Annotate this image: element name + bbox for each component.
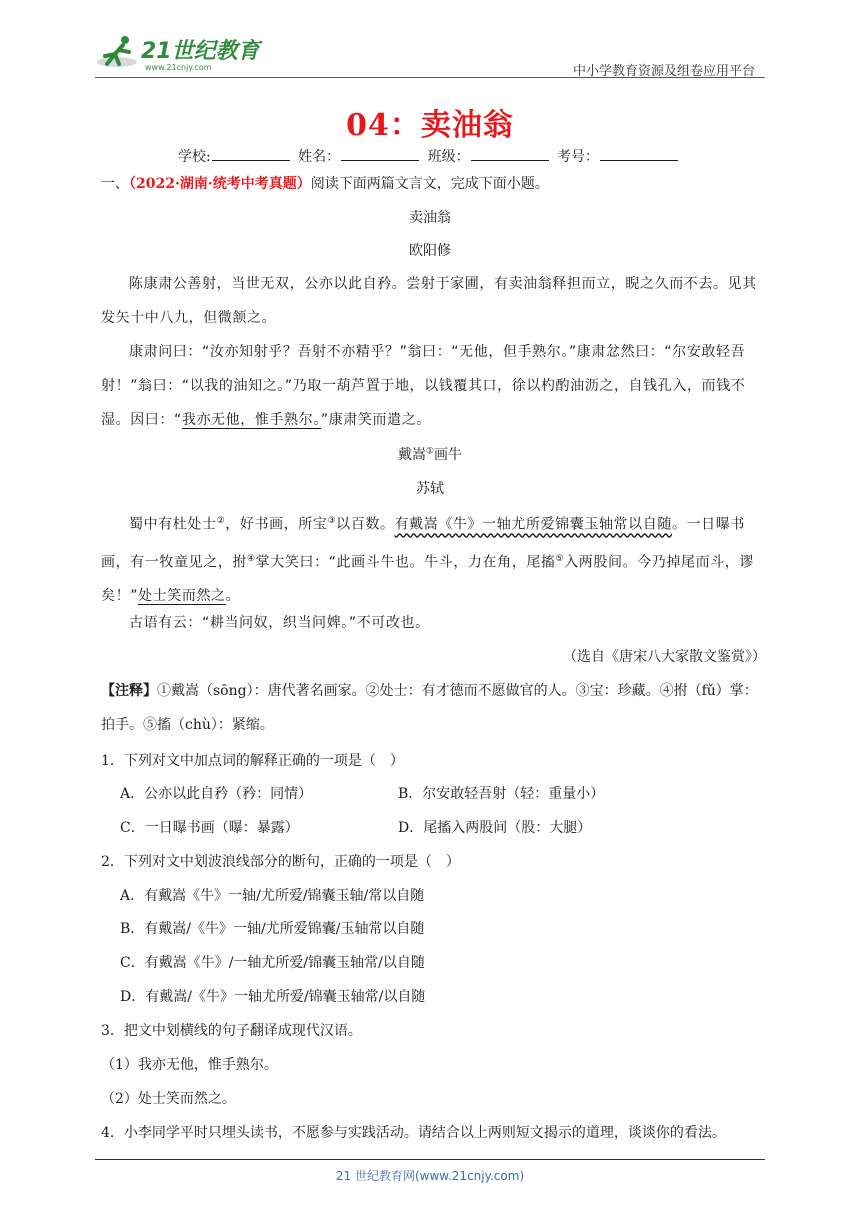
p-text: 以百数。 <box>336 516 395 533</box>
note-mark: ③ <box>327 516 337 526</box>
p-text: 入两股间。今乃掉尾而斗，谬矣！” <box>101 554 755 605</box>
question-3-stem: 3．把文中划横线的句子翻译成现代汉语。 <box>101 1023 362 1039</box>
wavy-underlined-phrase: 有戴嵩《牛》一轴尤所爱锦囊玉轴常以自随 <box>394 516 672 533</box>
notes-label: 【注释】 <box>101 683 157 699</box>
question-intro <box>101 173 549 193</box>
page-header <box>95 30 763 78</box>
exam-no-label: 考号： <box>557 149 600 165</box>
passage2-title-tail: 画牛 <box>434 447 463 463</box>
q2-option-d[interactable]: D．有戴嵩/《牛》一轴尤所爱/锦囊玉轴常/以自随 <box>120 989 426 1005</box>
q2-option-a[interactable]: A．有戴嵩《牛》一轴/尤所爱/锦囊玉轴/常以自随 <box>120 888 425 904</box>
name-label: 姓名： <box>298 149 341 165</box>
q2-option-c[interactable]: C．有戴嵩《牛》/一轴尤所爱/锦囊玉轴常/以自随 <box>120 955 425 971</box>
question-2-stem: 2．下列对文中划波浪线部分的断句，正确的一项是（ ） <box>101 854 460 870</box>
p-text: 掌大笑曰：“此画斗牛也。牛斗，力在角，尾搐 <box>255 554 556 571</box>
p2-text-a: 康肃问曰：“汝亦知射乎？吾射不亦精乎？”翁曰：“无他，但手熟尔。”康肃忿然曰：“尔安敢轻吾射！”翁曰：“以我的油知之。”乃取一葫芦置于地，以钱覆其口，徐以杓酌油沥之，自钱孔入，而钱不湿。因曰：“ <box>101 344 746 428</box>
passage2-paragraph-1 <box>101 504 766 613</box>
passage1-paragraph-2 <box>101 335 766 437</box>
question-1-stem: 1．下列对文中加点词的解释正确的一项是（ ） <box>101 753 404 769</box>
note-mark: ② <box>216 516 226 526</box>
note-mark: ① <box>425 446 435 457</box>
p-text: 。 <box>225 588 241 605</box>
question-4-stem: 4．小李同学平时只埋头读书，不愿参与实践活动。请结合以上两则短文揭示的道理，谈谈你的看法。 <box>101 1125 726 1141</box>
passage2-author: 苏轼 <box>416 481 444 497</box>
underlined-sentence-1: 我亦无他，惟手熟尔。 <box>181 412 321 428</box>
logo-text: 21世纪教育 <box>141 39 260 64</box>
question-intro-text: 阅读下面两篇文言文，完成下面小题。 <box>310 176 549 192</box>
name-blank[interactable] <box>341 148 419 161</box>
q2-option-b[interactable]: B．有戴嵩/《牛》一轴/尤所爱锦囊/玉轴常以自随 <box>120 921 425 937</box>
header-platform-text: 中小学教育资源及组卷应用平台 <box>572 64 755 79</box>
q3-item-2: （2）处士笑而然之。 <box>101 1091 236 1107</box>
p-text: 。一日曝书画，有一牧童见之，拊 <box>101 516 745 571</box>
annotations <box>101 674 766 742</box>
q1-option-b[interactable]: B．尔安敢轻吾射（轻：重量小） <box>398 786 605 802</box>
passage1-paragraph-1: 陈康肃公善射，当世无双，公亦以此自矜。尝射于家圃，有卖油翁释担而立，睨之久而不去。见其发矢十中八九，但微颔之。 <box>101 276 757 326</box>
q1-option-c[interactable]: C．一日曝书画（曝：暴露） <box>120 820 299 836</box>
p2-text-b: ”康肃笑而遣之。 <box>320 412 431 428</box>
source-note: （选自《唐宋八大家散文鉴赏》） <box>563 649 766 665</box>
runner-icon <box>97 36 137 67</box>
logo-url: www.21cnjy.com <box>145 63 212 72</box>
q3-item-1: （1）我亦无他，惟手熟尔。 <box>101 1057 278 1073</box>
page-footer[interactable]: 21 世纪教育网(www.21cnjy.com) <box>335 1169 525 1183</box>
passage2-title-text: 戴嵩 <box>397 447 426 463</box>
footer-divider <box>95 1159 765 1160</box>
school-label: 学校: <box>177 149 211 165</box>
passage1-author: 欧阳修 <box>409 243 451 259</box>
passage2-paragraph-2: 古语有云：“耕当问奴，织当问婢。”不可改也。 <box>129 615 430 631</box>
q1-option-a[interactable]: A．公亦以此自矜（矜：同情） <box>120 786 313 802</box>
notes-text: ①戴嵩（sōng）：唐代著名画家。②处士：有才德而不愿做官的人。③宝：珍藏。④拊（fǔ）掌：拍手。⑤搐（chù）：紧缩。 <box>101 683 758 733</box>
note-mark: ④ <box>247 553 256 564</box>
exam-no-blank[interactable] <box>600 148 678 161</box>
student-info-line <box>0 146 860 166</box>
passage2-title <box>0 444 860 464</box>
question-number: 一、 <box>101 176 129 192</box>
page-title: 04：卖油翁 <box>346 108 514 143</box>
logo <box>95 34 265 74</box>
header-divider <box>95 77 765 78</box>
question-source: （2022·湖南·统考中考真题） <box>129 176 311 192</box>
note-mark: ⑤ <box>555 553 565 564</box>
class-blank[interactable] <box>471 148 549 161</box>
p-text: 蜀中有杜处士 <box>129 516 217 533</box>
q1-option-d[interactable]: D．尾搐入两股间（股：大腿） <box>398 820 592 836</box>
passage1-title: 卖油翁 <box>409 210 451 226</box>
class-label: 班级： <box>427 149 470 165</box>
school-blank[interactable] <box>212 148 290 161</box>
underlined-sentence-2: 处士笑而然之 <box>138 588 226 605</box>
p-text: ，好书画，所宝 <box>225 516 328 533</box>
